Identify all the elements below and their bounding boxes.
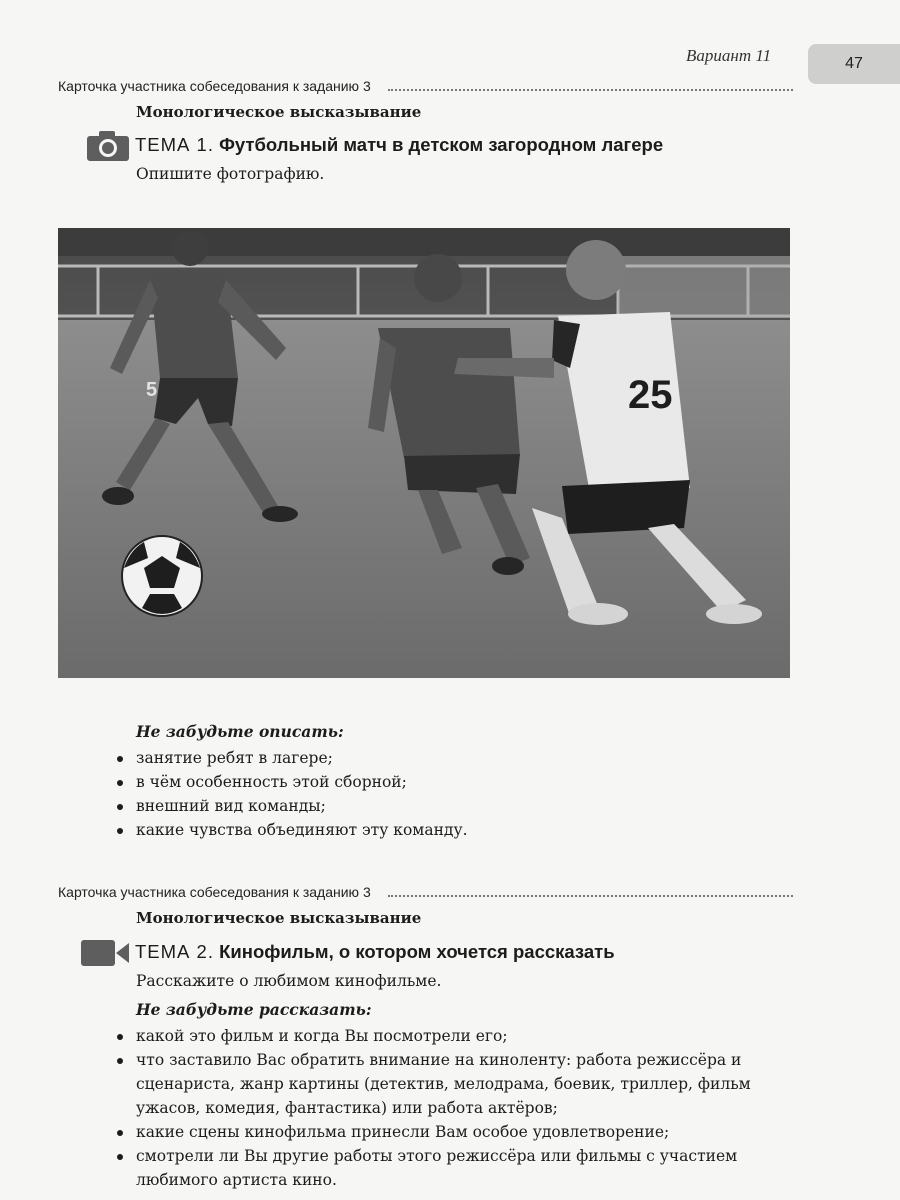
card2-topic-title: Кинофильм, о котором хочется рассказать [219, 941, 615, 962]
card1-list [112, 746, 792, 842]
variant-label: Вариант 11 [686, 46, 772, 65]
list-item: какой это фильм и когда Вы посмотрели его; [112, 1024, 796, 1048]
card2-title: Карточка участника собеседования к заданию 3 [58, 884, 371, 900]
soccer-ball-icon [122, 536, 202, 616]
list-item: какие сцены кинофильма принесли Вам особое удовлетворение; [112, 1120, 796, 1144]
football-photo [58, 228, 790, 678]
card2-list [112, 1024, 796, 1192]
list-item: занятие ребят в лагере; [112, 746, 792, 770]
list-item: внешний вид команды; [112, 794, 792, 818]
card2-dotted-rule [388, 895, 793, 897]
list-item: какие чувства объединяют эту команду. [112, 818, 792, 842]
card1-section-title: Монологическое высказывание [136, 103, 422, 121]
card1-title: Карточка участника собеседования к заданию 3 [58, 78, 371, 94]
list-item: что заставило Вас обратить внимание на киноленту: работа режиссёра и сценариста, жанр картины (детектив, мелодрама, боевик, триллер, фильм ужасов, комедия, фантастика) или работа актёров; [112, 1048, 796, 1120]
card1-reminder: Не забудьте описать: [136, 722, 344, 741]
camera-icon [86, 130, 130, 162]
card2-topic-label: ТЕМА 2. [135, 941, 214, 962]
card2-section-title: Монологическое высказывание [136, 909, 422, 927]
card1-topic-title: Футбольный матч в детском загородном лагере [219, 134, 664, 155]
card2-reminder: Не забудьте рассказать: [136, 1000, 372, 1019]
card1-topic-label: ТЕМА 1. [135, 134, 214, 155]
card2-instruction: Расскажите о любимом кинофильме. [136, 972, 442, 990]
video-camera-icon [80, 938, 130, 968]
list-item: смотрели ли Вы другие работы этого режиссёра или фильмы с участием любимого артиста кино. [112, 1144, 796, 1192]
card1-dotted-rule [388, 89, 793, 91]
football-photo-illustration [58, 228, 790, 678]
right-jersey-number: 25 [628, 373, 673, 417]
left-jersey-number: 5 [146, 379, 158, 401]
page-number-text: 47 [845, 55, 863, 72]
card1-topic [135, 134, 663, 156]
card1-instruction: Опишите фотографию. [136, 165, 325, 183]
list-item: в чём особенность этой сборной; [112, 770, 792, 794]
page-number [808, 44, 900, 84]
card2-topic [135, 941, 615, 963]
